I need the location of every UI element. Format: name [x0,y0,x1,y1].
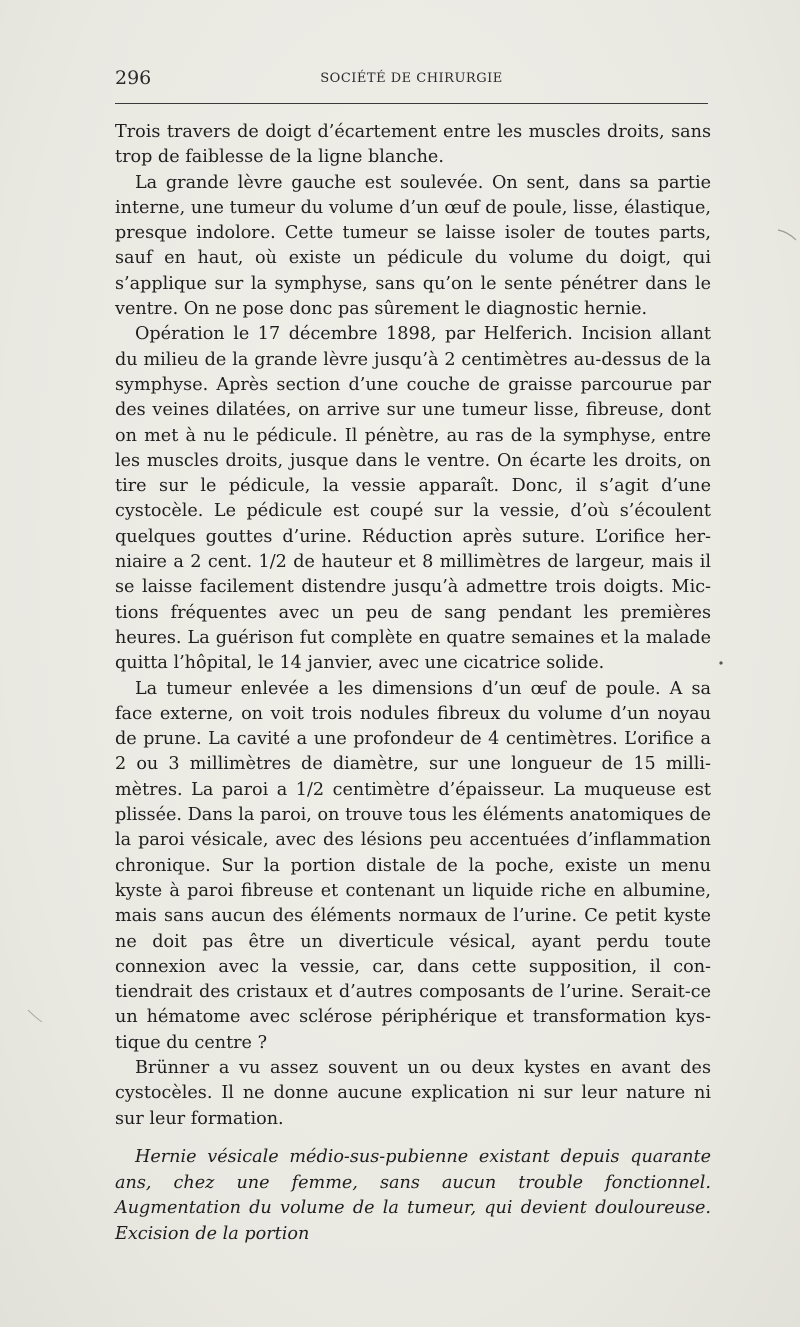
header-rule [115,103,708,104]
paragraph: La grande lèvre gauche est soulevée. On sent, dans sa partie interne, une tumeur du volume d’un œuf de poule, lisse, élastique, presque indolore. Cette tumeur se laisse isoler de toutes parts, sauf en haut, où existe un pédicule du volume du doigt, qui s’applique sur la symphyse, sans qu’on le sente pénétrer dans le ventre. On ne pose donc pas sûrement le diagnostic hernie. [115,172,711,320]
running-head [115,63,708,93]
ink-speck [719,661,722,664]
paragraph: La tumeur enlevée a les dimensions d’un œuf de poule. A sa face externe, on voit trois nodules fibreux du volume d’un noyau de prune. La cavité a une profondeur de 4 centimètres. L’orifice a 2 ou 3 millimètres de diamètre, sur une longueur de 15 millimètres. La paroi a 1/2 centimètre d’épaisseur. La muqueuse est plissée. Dans la paroi, on trouve tous les éléments anatomiques de la paroi vésicale, avec des lésions peu accentuées d’inflammation chronique. Sur la portion distale de la poche, existe un menu kyste à paroi fibreuse et contenant un liquide riche en albumine, mais sans aucun des éléments normaux de l’urine. Ce petit kyste ne doit pas être un diverticule vésical, ayant perdu toute connexion avec la vessie, car, dans cette supposition, il contiendrait des cristaux et d’autres composants de l’urine. Serait-ce un hématome avec sclérose périphérique et transformation kystique du centre ? [115,678,711,1053]
margin-mark [28,1010,42,1022]
running-title: SOCIÉTÉ DE CHIRURGIE [320,71,503,86]
page-number: 296 [115,67,152,89]
margin-mark [778,230,796,240]
section-heading: Hernie vésicale médio-sus-pubienne existant depuis quarante ans, chez une femme, sans aucun trouble fonctionnel. Augmentation du volume de la tumeur, qui devient douloureuse. Excision de la portion [115,1147,711,1244]
body-text [115,120,711,1132]
paragraph: Brünner a vu assez souvent un ou deux kystes en avant des cystocèles. Il ne donne aucune explication ni sur leur nature ni sur leur formation. [115,1057,711,1129]
paragraph: Trois travers de doigt d’écartement entre les muscles droits, sans trop de faiblesse de la ligne blanche. [115,122,711,168]
paragraph: Opération le 17 décembre 1898, par Helferich. Incision allant du milieu de la grande lèvre jusqu’à 2 centimètres au-dessus de la symphyse. Après section d’une couche de graisse parcourue par des veines dilatées, on arrive sur une tumeur lisse, fibreuse, dont on met à nu le pédicule. Il pénètre, au ras de la symphyse, entre les muscles droits, jusque dans le ventre. On écarte les droits, on tire sur le pédicule, la vessie apparaît. Donc, il s’agit d’une cystocèle. Le pédicule est coupé sur la vessie, d’où s’écoulent quelques gouttes d’urine. Réduction après suture. L’orifice herniaire a 2 cent. 1/2 de hauteur et 8 millimètres de largeur, mais il se laisse facilement distendre jusqu’à admettre trois doigts. Mictions fréquentes avec un peu de sang pendant les premières heures. La guérison fut complète en quatre semaines et la malade quitta l’hôpital, le 14 janvier, avec une cicatrice solide. [115,324,711,674]
